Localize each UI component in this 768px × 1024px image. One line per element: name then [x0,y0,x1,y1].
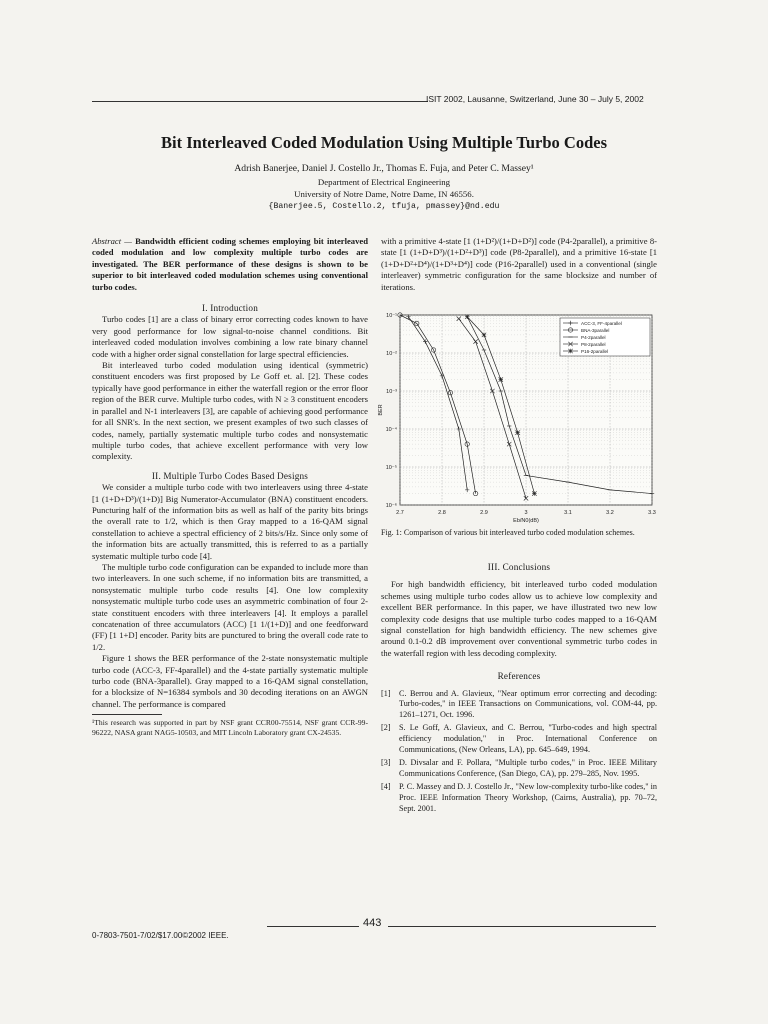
x-tick-label: 3.1 [564,510,572,516]
authors: Adrish Banerjee, Daniel J. Costello Jr., Thomas E. Fuja, and Peter C. Massey¹ [234,163,534,174]
y-tick-label: 10⁻⁵ [385,465,397,471]
reference-list [381,689,657,815]
reference-number: [3] [381,758,391,768]
y-tick-label: 10⁻² [386,351,397,357]
reference-number: [1] [381,688,391,698]
conclusions-text: For high bandwidth efficiency, bit interleaved turbo coded modulation schemes using multiple turbo codes allow us to achieve low complexity and excellent BER performance. In this paper, we have illustrated two new low complexity code designs that use multiple turbo codes mapped to a 16-QAM signal constellation for high bandwidth efficiency. The new schemes give around 0.1-0.2 dB improvement over conventional symmetric turbo codes in the waterfall region with less decoding complexity. [381,579,657,658]
university: University of Notre Dame, Notre Dame, IN 46556. [294,189,474,199]
footer-rule-right [388,926,656,927]
x-tick-label: 3.2 [606,510,614,516]
reference-number: [4] [381,782,391,792]
section-heading-conclusions: III. Conclusions [487,562,551,572]
intro-paragraph-1: Turbo codes [1] are a class of binary error correcting codes known to have very good performance for low signal-to-noise channel conditions. Bit interleaved coded modulation involves combining a low rate binary channel code with a higher order signal constellation for large spectral efficiencies. [92,314,368,359]
reference-item [381,689,657,721]
reference-item [381,758,657,779]
x-tick-label: 2.9 [480,510,488,516]
y-tick-label: 10⁻⁶ [385,503,397,509]
legend-label: P16-2parallel [581,348,609,354]
sec2-paragraph-1: We consider a multiple turbo code with two interleavers using three 4-state [1 (1+D+D³)/(1+D)] Big Numerator-Accumulator (BNA) constituent encoders. Puncturing half of the information bits as well as half of the parity bits brings the overall rate to 1/2, which is then Gray mapped to a 16-QAM signal constellation to achieve a spectral efficiency of 2 bits/s/Hz. Since only some of the information bits are actually transmitted, this is referred to as a partially systematic multiple turbo code [4]. [92,482,368,561]
abstract [92,236,368,293]
section-heading-intro: I. Introduction [201,303,259,314]
sec2-paragraph-2: The multiple turbo code configuration can be expanded to include more than two interleavers. In one such scheme, if no information bits are transmitted, a nonsystematic multiple turbo code results [4]. One low complexity nonsystematic multiple turbo code uses an asymmetric combination of four 2-state constituent encoders with three interleavers [4]. It employs a parallel concatenation of three accumulators (ACC) [1 1/(1+D)] and one feedforward (FF) [1 1+D] encoder. Parity bits are punctured to bring the overall code rate to 1/2. [92,561,368,652]
reference-item [381,782,657,814]
ber-chart [370,305,666,525]
legend-label: BNA-3parallel [581,327,610,333]
legend-label: P8-2parallel [581,341,606,347]
y-tick-label: 10⁻⁴ [385,427,397,433]
x-tick-label: 3.3 [648,510,656,516]
data-point [465,315,469,319]
x-tick-label: 2.8 [438,510,446,516]
header-rule [92,101,428,102]
data-point [532,491,536,495]
figure-caption: Fig. 1: Comparison of various bit interleaved turbo coded modulation schemes. [381,528,635,537]
paper-title: Bit Interleaved Coded Modulation Using Multiple Turbo Codes [160,133,607,152]
footer-isbn: 0-7803-7501-7/02/$17.00©2002 IEEE. [92,931,229,940]
department: Department of Electrical Engineering [317,177,451,187]
x-tick-label: 2.7 [396,510,404,516]
x-axis-label: Eb/N0(dB) [513,518,539,524]
y-tick-label: 10⁻¹ [386,313,397,319]
reference-item [381,723,657,755]
data-point [499,377,503,381]
y-axis-label: BER [378,404,384,416]
right-column-top [381,236,657,293]
footer-rule-left [267,926,359,927]
page-number: 443 [363,917,382,929]
reference-text: D. Divsalar and F. Pollara, "Multiple turbo codes," in Proc. IEEE Military Communications Conference, (San Diego, CA), pp. 279–285, Nov. 1995. [399,758,657,778]
reference-text: S. Le Goff, A. Glavieux, and C. Berrou, "Turbo-codes and high spectral efficiency modulation," in Proc. International Conference on Communications, (New Orleans, LA), pp. 645–649, 1994. [399,723,657,754]
legend-label: ACC-3, FF-4parallel [581,320,622,326]
section-heading-references: References [497,671,541,682]
section-heading-multiple-turbo: II. Multiple Turbo Codes Based Designs [151,470,309,481]
data-point [515,430,519,434]
x-tick-label: 3 [524,510,528,516]
sec2-paragraph-3: Figure 1 shows the BER performance of the 2-state nonsystematic multiple turbo code (ACC-3, FF-4parallel) and the 4-state partially systematic multiple turbo code (BNA-3parallel). Gray mapped to a 16-QAM signal constellation, for a blocksize of N=16384 symbols and 30 decoding iterations on an AWGN channel. The performance is compared [92,653,368,709]
reference-text: P. C. Massey and D. J. Costello Jr., "New low-complexity turbo-like codes," in Proc. IEEE Information Theory Workshop, (Cairns, Australia), pp. 70–72, Sept. 2001. [399,782,657,813]
footnote: ¹This research was supported in part by NSF grant CCR00-75514, NSF grant CCR-99-96222, NASA grant NAG5-10503, and MIT Lincoln Laboratory grant CX-24535. [92,718,368,737]
conference-header: ISIT 2002, Lausanne, Switzerland, June 30 – July 5, 2002 [426,94,644,104]
right-column-bottom [381,562,657,817]
data-point [482,333,486,337]
emails: {Banerjee.5, Costello.2, tfuja, pmassey}@nd.edu [268,202,500,211]
intro-paragraph-2: Bit interleaved turbo coded modulation using identical (symmetric) constituent encoders was first proposed by Le Goff et. al. [2]. These codes typically have good performance in either the waterfall region or the error floor region of the BER curve. Multiple turbo codes, with N ≥ 3 constituent encoders in parallel and N-1 interleavers [3], are capable of achieving good performance for all SNR's. In the next section, we present examples of two such classes of codes, namely, partially systematic multiple turbo codes and nonsystematic multiple turbo codes, that achieve excellent performance with very low complexity. [92,360,368,462]
left-column [92,236,368,737]
data-point [568,349,572,353]
right-top-paragraph: with a primitive 4-state [1 (1+D²)/(1+D+D²)] code (P4-2parallel), a primitive 8-state [1 (1+D+D³)/(1+D²+D³)] code (P8-2parallel), and a primitive 16-state [1 (1+D+D²+D⁴)/(1+D³+D⁴)] code (P16-2parallel) used in a conventional (single interleaver) symmetric configuration for the same blocksize and number of iterations. [381,236,657,292]
legend-label: P4-2parallel [581,334,606,340]
reference-number: [2] [381,723,391,733]
abstract-text: Bandwidth efficient coding schemes employing bit interleaved coded modulation and low complexity multiple turbo codes are investigated. The BER performance of these designs is shown to be superior to bit interleaved coded modulation schemes using conventional turbo codes. [92,236,368,292]
reference-text: C. Berrou and A. Glavieux, "Near optimum error correcting and decoding: Turbo-codes," in IEEE Transactions on Communications, vol. COM-44, pp. 1261–1271, Oct. 1996. [399,688,657,719]
y-tick-label: 10⁻³ [386,389,397,395]
abstract-label: Abstract — [92,236,132,246]
footnote-rule [92,714,162,715]
